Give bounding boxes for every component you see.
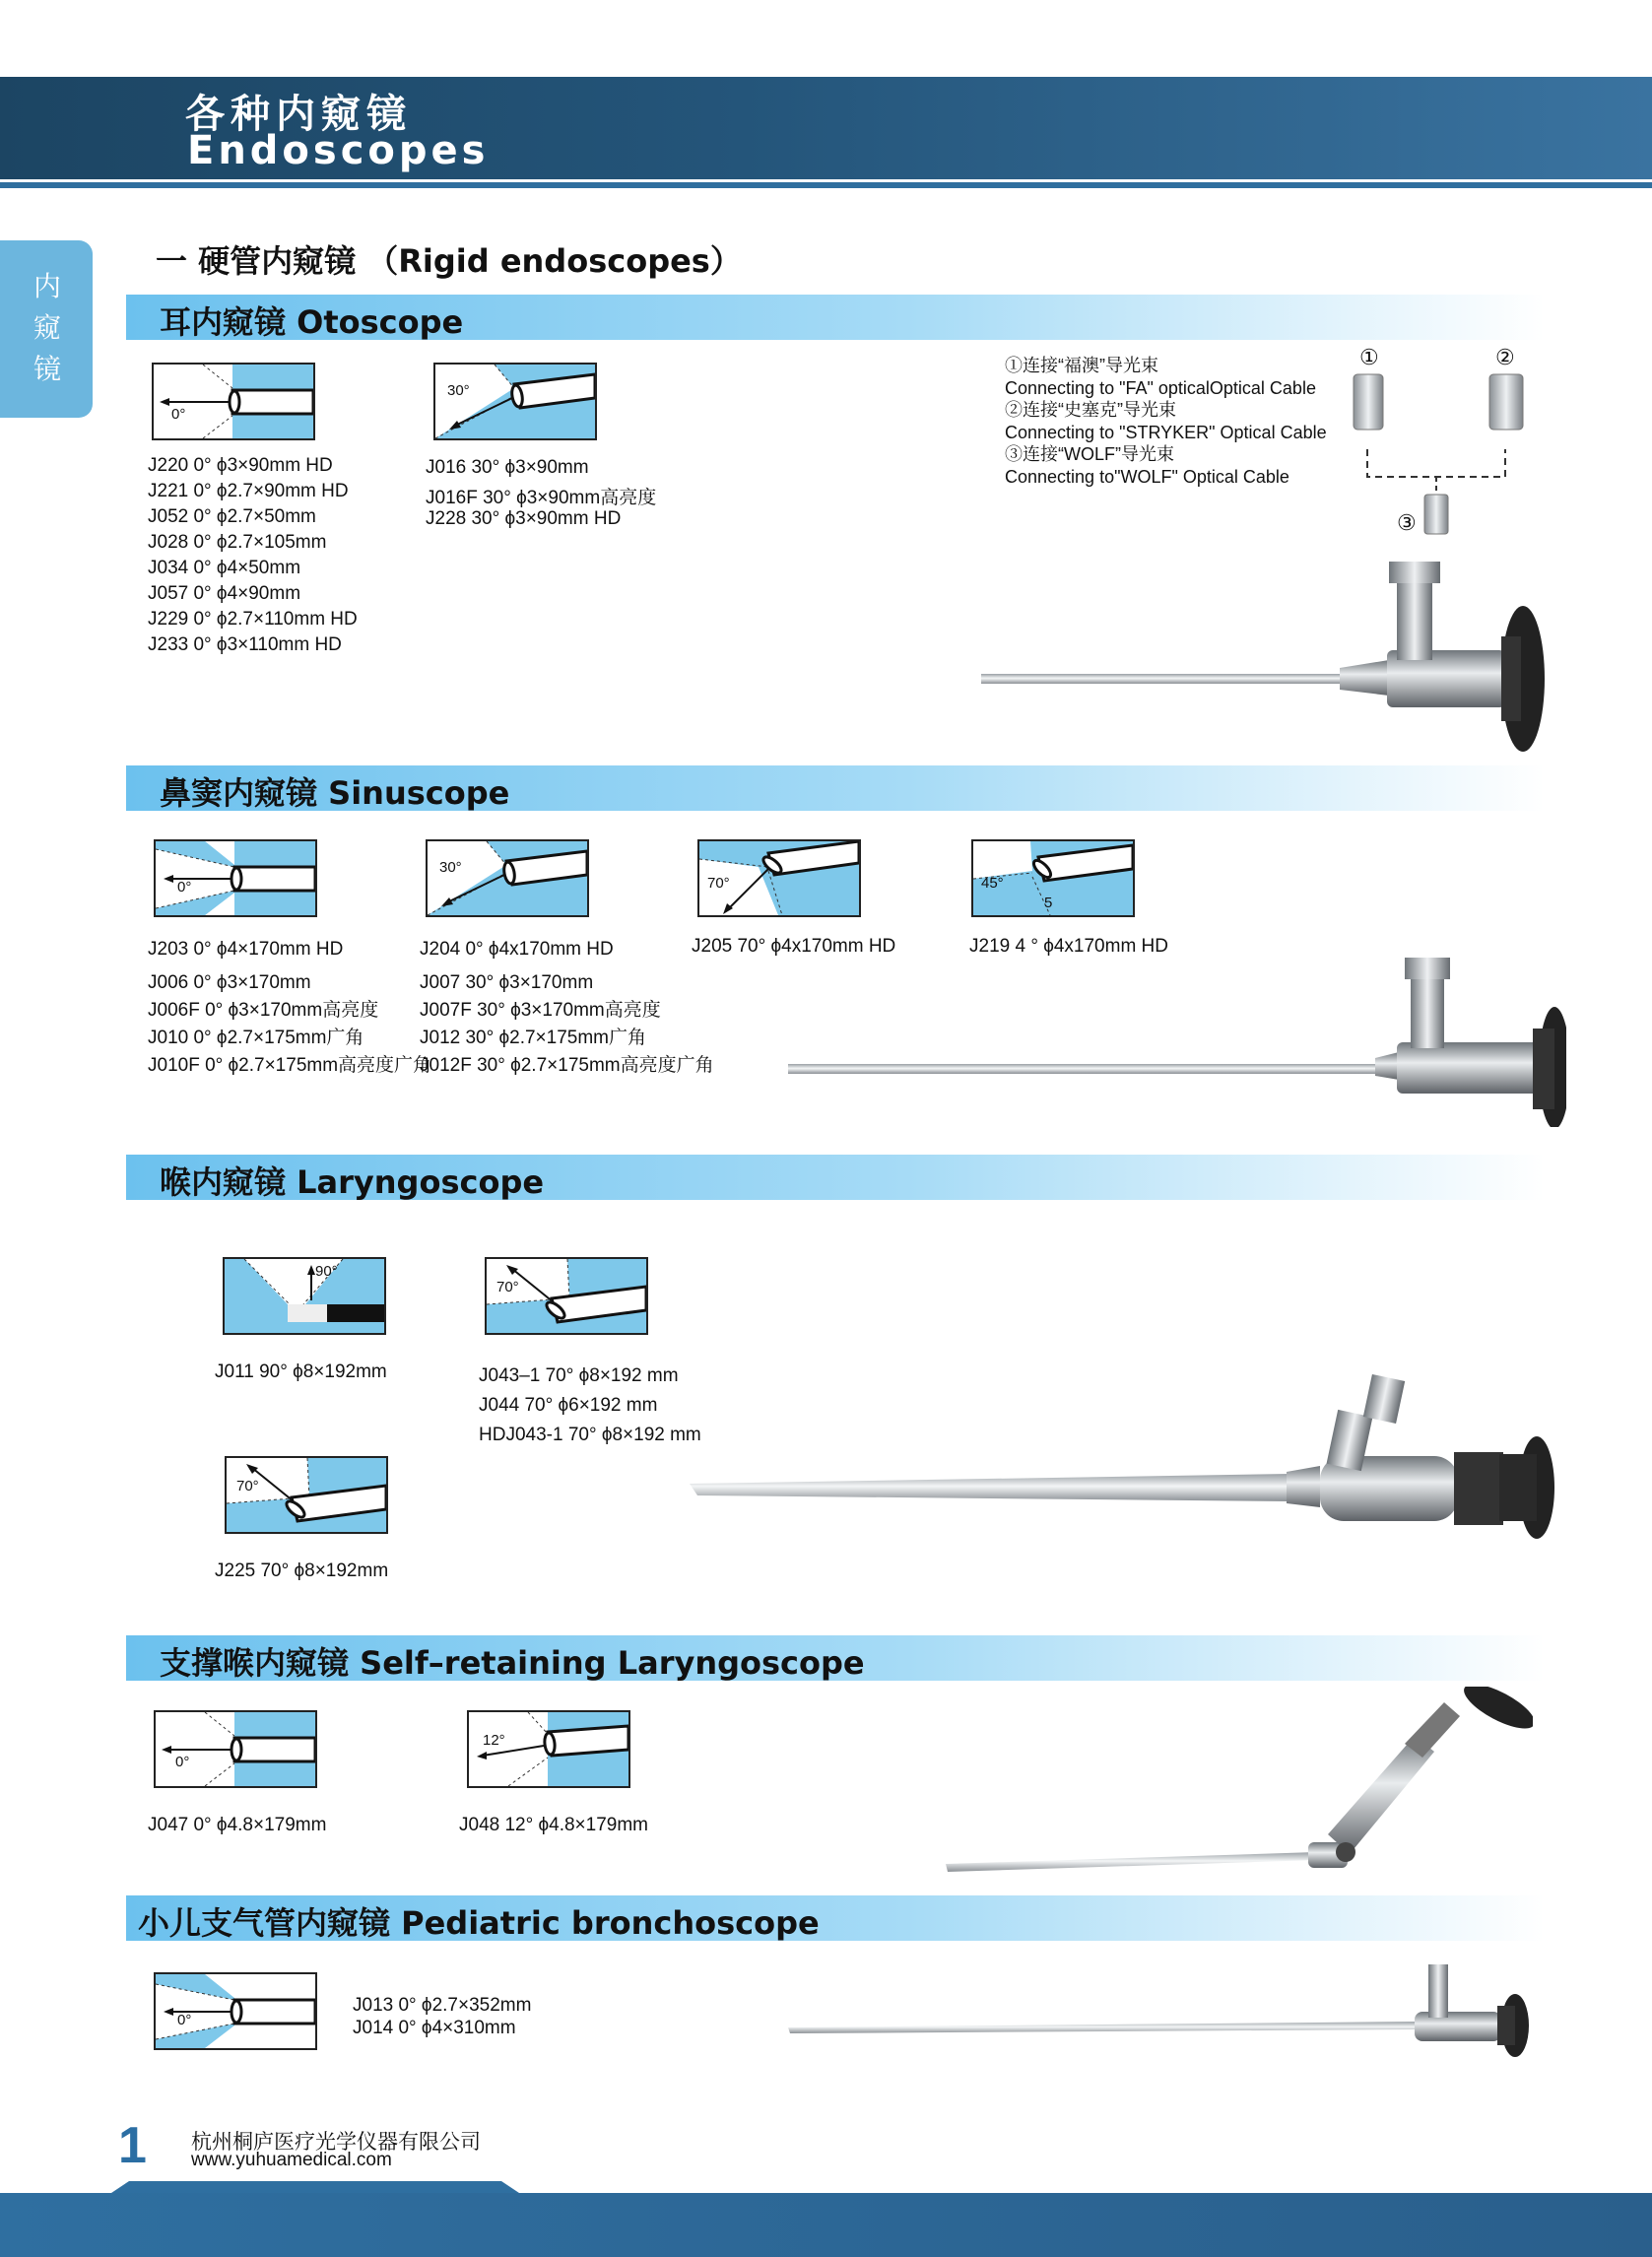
note-line: ②连接“史塞克”导光束 [1005, 400, 1176, 420]
footer-url[interactable]: www.yuhuamedical.com [191, 2150, 392, 2170]
side-tab [0, 240, 93, 418]
spec-row: J007F 30° ϕ3×170mm高亮度 [420, 1000, 661, 1021]
diagram-angle-label: 0° [177, 2012, 192, 2028]
laryngoscope-item-c: J225 70° ϕ8×192mm [215, 1560, 389, 1581]
self-retaining-item-a: J047 0° ϕ4.8×179mm [148, 1815, 327, 1835]
cable-connection-notes [1005, 355, 1327, 488]
sinuscope-list-b [420, 936, 714, 1080]
header-title-cn: 各种内窥镜 [185, 92, 412, 137]
spec-row: J034 0° ϕ4×50mm [148, 558, 301, 578]
spec-row: J010F 0° ϕ2.7×175mm高亮度广角 [148, 1055, 432, 1076]
spec-row: J043–1 70° ϕ8×192 mm [479, 1365, 679, 1386]
spec-row: J228 30° ϕ3×90mm HD [426, 508, 622, 529]
diagram-extra-label: 5 [1044, 895, 1053, 911]
spec-row: J016 30° ϕ3×90mm [426, 457, 589, 478]
section-title-laryngoscope: 喉内窥镜 Laryngoscope [160, 1163, 545, 1201]
self-retaining-laryngoscope-image [942, 1687, 1533, 1884]
otoscope-instrument-image [975, 548, 1566, 755]
spec-row: J012 30° ϕ2.7×175mm广角 [420, 1028, 646, 1048]
connector-adapters-icon [1340, 366, 1537, 544]
header-title-en: Endoscopes [187, 128, 490, 173]
view-diagram-0deg [154, 1710, 317, 1788]
page-number: 1 [118, 2117, 147, 2174]
diagram-angle-label: 30° [447, 382, 470, 399]
spec-row: J204 0° ϕ4x170mm HD [420, 939, 614, 960]
spec-row: J014 0° ϕ4×310mm [353, 2018, 516, 2038]
view-diagram-30deg [433, 363, 597, 440]
connector-label-1: ① [1359, 345, 1379, 369]
spec-row: J221 0° ϕ2.7×90mm HD [148, 481, 349, 501]
view-diagram-30deg [426, 839, 589, 917]
spec-row: HDJ043-1 70° ϕ8×192 mm [479, 1425, 701, 1445]
note-line: Connecting to "FA" opticalOptical Cable [1005, 377, 1316, 398]
connector-label-2: ② [1495, 345, 1515, 369]
spec-row: J044 70° ϕ6×192 mm [479, 1395, 658, 1416]
diagram-angle-label: 70° [707, 875, 730, 892]
spec-row: J016F 30° ϕ3×90mm高亮度 [426, 488, 657, 508]
main-title: 一 硬管内窥镜 （Rigid endoscopes） [156, 242, 742, 280]
spec-row: J006 0° ϕ3×170mm [148, 972, 311, 993]
section-title-otoscope: 耳内窥镜 Otoscope [160, 303, 464, 341]
spec-row: J007 30° ϕ3×170mm [420, 972, 594, 993]
footer-band [0, 2193, 1652, 2257]
spec-row: J006F 0° ϕ3×170mm高亮度 [148, 1000, 379, 1021]
spec-row: J052 0° ϕ2.7×50mm [148, 506, 316, 527]
note-line: Connecting to"WOLF" Optical Cable [1005, 466, 1289, 487]
spec-row: J229 0° ϕ2.7×110mm HD [148, 609, 358, 630]
note-line: ①连接“福澳”导光束 [1005, 356, 1158, 375]
view-diagram-45deg [971, 839, 1135, 917]
diagram-angle-label: 0° [175, 1754, 190, 1770]
laryngoscope-item-a: J011 90° ϕ8×192mm [215, 1361, 387, 1382]
header-rule [0, 182, 1652, 188]
spec-row: J203 0° ϕ4×170mm HD [148, 939, 344, 960]
spec-row: J233 0° ϕ3×110mm HD [148, 634, 342, 655]
view-diagram-0deg [154, 839, 317, 917]
diagram-angle-label: 0° [177, 879, 192, 896]
view-diagram-70deg [697, 839, 861, 917]
section-title-sinuscope: 鼻窦内窥镜 Sinuscope [160, 774, 510, 812]
connector-label-3: ③ [1397, 510, 1417, 535]
spec-row: J013 0° ϕ2.7×352mm [353, 1995, 532, 2016]
view-diagram-12deg [467, 1710, 630, 1788]
diagram-angle-label: 12° [483, 1732, 505, 1749]
note-line: ③连接“WOLF”导光束 [1005, 444, 1174, 464]
laryngoscope-list-b [479, 1361, 701, 1450]
section-title-pediatric: 小儿支气管内窥镜 Pediatric bronchoscope [138, 1904, 820, 1942]
diagram-angle-label: 30° [439, 859, 462, 876]
pediatric-bronchoscope-image [788, 1955, 1537, 2063]
sinuscope-instrument-image [788, 950, 1566, 1127]
diagram-angle-label: 0° [171, 406, 186, 423]
side-tab-label: 内窥镜 [33, 270, 61, 385]
sinuscope-item-d: J219 4 ° ϕ4x170mm HD [969, 936, 1168, 957]
self-retaining-item-b: J048 12° ϕ4.8×179mm [459, 1815, 648, 1835]
spec-row: J010 0° ϕ2.7×175mm广角 [148, 1028, 364, 1048]
sinuscope-item-c: J205 70° ϕ4x170mm HD [692, 936, 896, 957]
sinuscope-list-a [148, 936, 431, 1080]
spec-row: J220 0° ϕ3×90mm HD [148, 455, 333, 476]
footer-company: 杭州桐庐医疗光学仪器有限公司 [191, 2130, 481, 2154]
view-diagram-0deg [152, 363, 315, 440]
spec-row: J028 0° ϕ2.7×105mm [148, 532, 327, 553]
diagram-angle-label: 70° [496, 1279, 519, 1295]
spec-row: J012F 30° ϕ2.7×175mm高亮度广角 [420, 1055, 714, 1076]
view-diagram-70deg-b [225, 1456, 388, 1534]
spec-row: J057 0° ϕ4×90mm [148, 583, 301, 604]
pediatric-list [353, 1994, 531, 2039]
diagram-angle-label: 45° [981, 875, 1004, 892]
view-diagram-90deg [223, 1257, 386, 1335]
otoscope-list-0deg [148, 455, 358, 660]
section-title-self-retaining: 支撑喉内窥镜 Self–retaining Laryngoscope [160, 1644, 865, 1682]
view-diagram-70deg [485, 1257, 648, 1335]
note-line: Connecting to "STRYKER" Optical Cable [1005, 422, 1327, 442]
view-diagram-0deg [154, 1972, 317, 2050]
otoscope-list-30deg [426, 457, 656, 534]
diagram-angle-label: 70° [236, 1478, 259, 1494]
laryngoscope-instrument-image [690, 1373, 1566, 1551]
diagram-angle-label: 90° [315, 1263, 338, 1280]
